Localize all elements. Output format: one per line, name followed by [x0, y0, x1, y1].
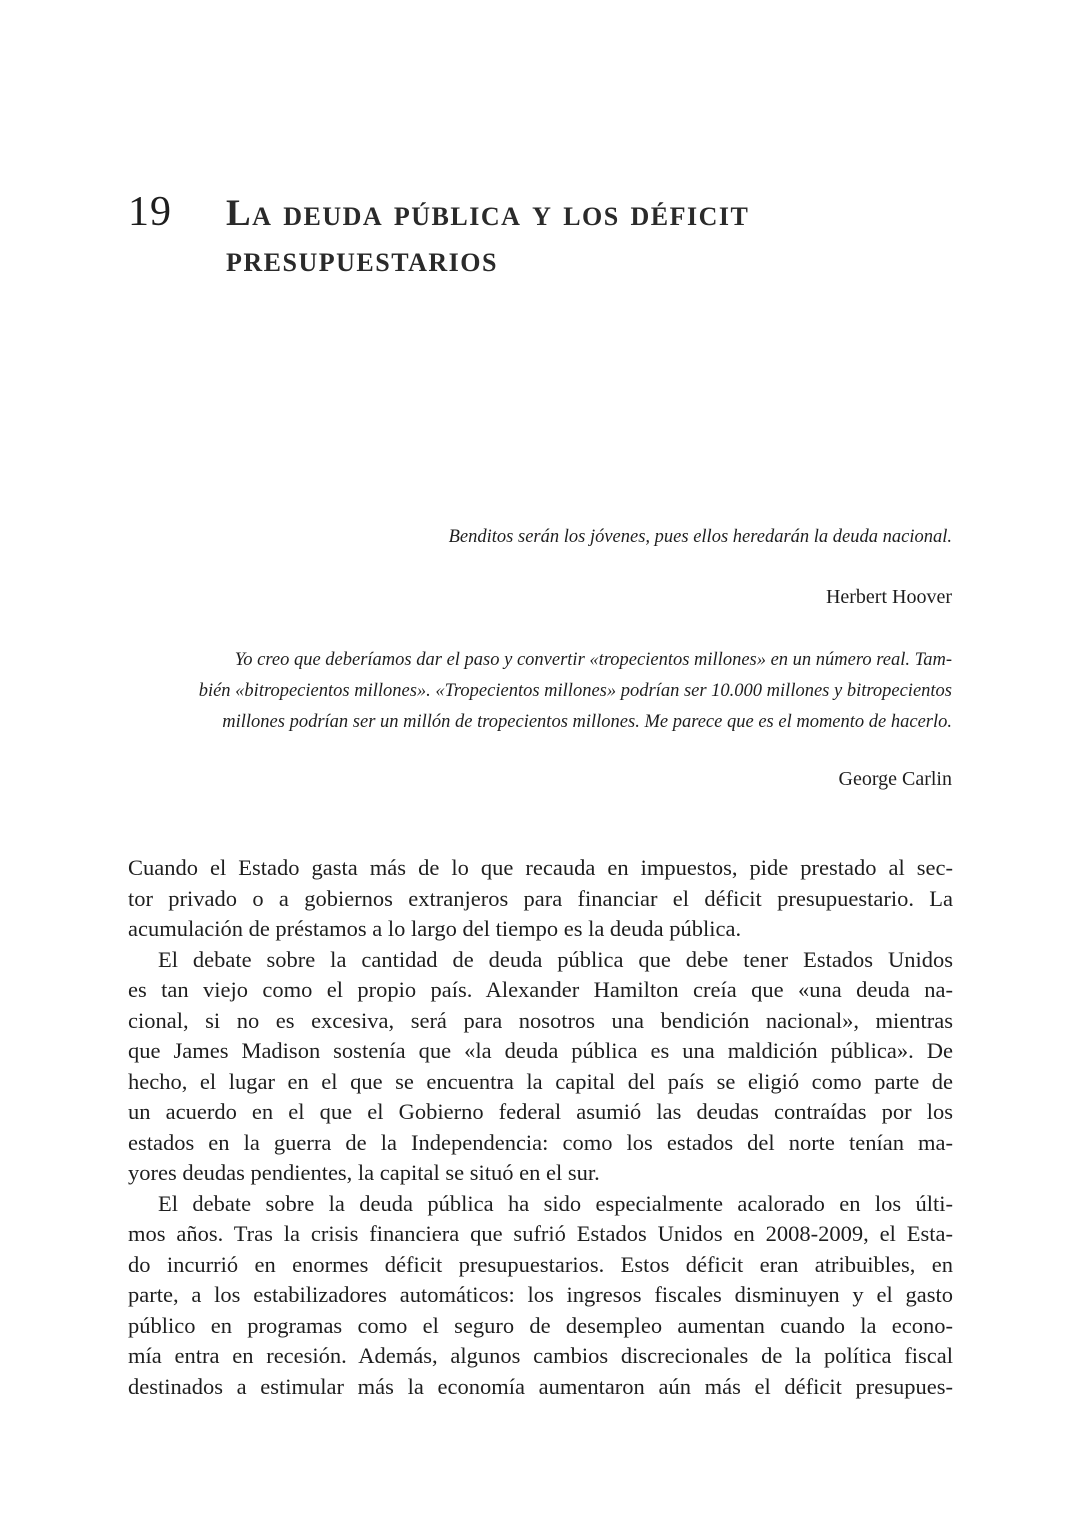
body-line: do incurrió en enormes déficit presupuestarios. Estos déficit eran atribuibles, en	[128, 1251, 953, 1277]
body-line: El debate sobre la cantidad de deuda pública que debe tener Estados Unidos	[158, 946, 953, 972]
body-line: mos años. Tras la crisis financiera que sufrió Estados Unidos en 2008-2009, el Esta-	[128, 1221, 953, 1246]
body-line: que James Madison sostenía que «la deuda pública es una maldición pública». De	[128, 1038, 953, 1063]
chapter-title	[226, 191, 986, 283]
body-line: hecho, el lugar en el que se encuentra la capital del país se eligió como parte de	[128, 1068, 953, 1094]
epigraph-author: George Carlin	[838, 768, 952, 790]
body-line: acumulación de préstamos a lo largo del tiempo es la deuda pública.	[128, 916, 742, 941]
epigraph-author: Herbert Hoover	[825, 586, 952, 608]
epigraph-quote-line: millones podrían ser un millón de tropecientos millones. Me parece que es el momento de hacerlo.	[222, 712, 952, 732]
body-line: mía entra en recesión. Además, algunos cambios discrecionales de la política fiscal	[128, 1343, 953, 1368]
body-line: destinados a estimular más la economía aumentaron aún más el déficit presupues-	[128, 1373, 953, 1399]
body-line: cional, si no es excesiva, será para nosotros una bendición nacional», mientras	[128, 1007, 953, 1033]
body-line: Cuando el Estado gasta más de lo que recauda en impuestos, pide prestado al sec-	[128, 855, 953, 880]
body-line: El debate sobre la deuda pública ha sido especialmente acalorado en los últi-	[158, 1190, 953, 1216]
epigraph-quote-line: bién «bitropecientos millones». «Tropecientos millones» podrían ser 10.000 millones y bitropecientos	[198, 681, 952, 701]
epigraph-quote-line: Benditos serán los jóvenes, pues ellos heredarán la deuda nacional.	[448, 527, 952, 547]
body-line: público en programas como el seguro de desempleo aumentan cuando la econo-	[128, 1312, 953, 1338]
epigraph-quote	[199, 645, 952, 738]
body-line: estados en la guerra de la Independencia: como los estados del norte tenían ma-	[128, 1129, 953, 1155]
body-line: es tan viejo como el propio país. Alexander Hamilton creía que «una deuda na-	[128, 977, 953, 1002]
chapter-number: 19	[128, 189, 172, 235]
chapter-title-line: La deuda pública y los déficit	[226, 193, 750, 234]
body-line: parte, a los estabilizadores automáticos: los ingresos fiscales disminuyen y el gasto	[128, 1282, 953, 1307]
epigraph-quote-line: Yo creo que deberíamos dar el paso y convertir «tropecientos millones» en un número real. Tam-	[234, 650, 952, 670]
body-line: un acuerdo en el que el Gobierno federal asumió las deudas contraídas por los	[128, 1099, 953, 1124]
epigraph-quote	[449, 522, 952, 553]
chapter-title-line: presupuestarios	[226, 239, 498, 280]
body-line: yores deudas pendientes, la capital se situó en el sur.	[128, 1160, 600, 1185]
body-text	[128, 853, 953, 1402]
body-line: tor privado o a gobiernos extranjeros para financiar el déficit presupuestario. La	[128, 885, 953, 911]
